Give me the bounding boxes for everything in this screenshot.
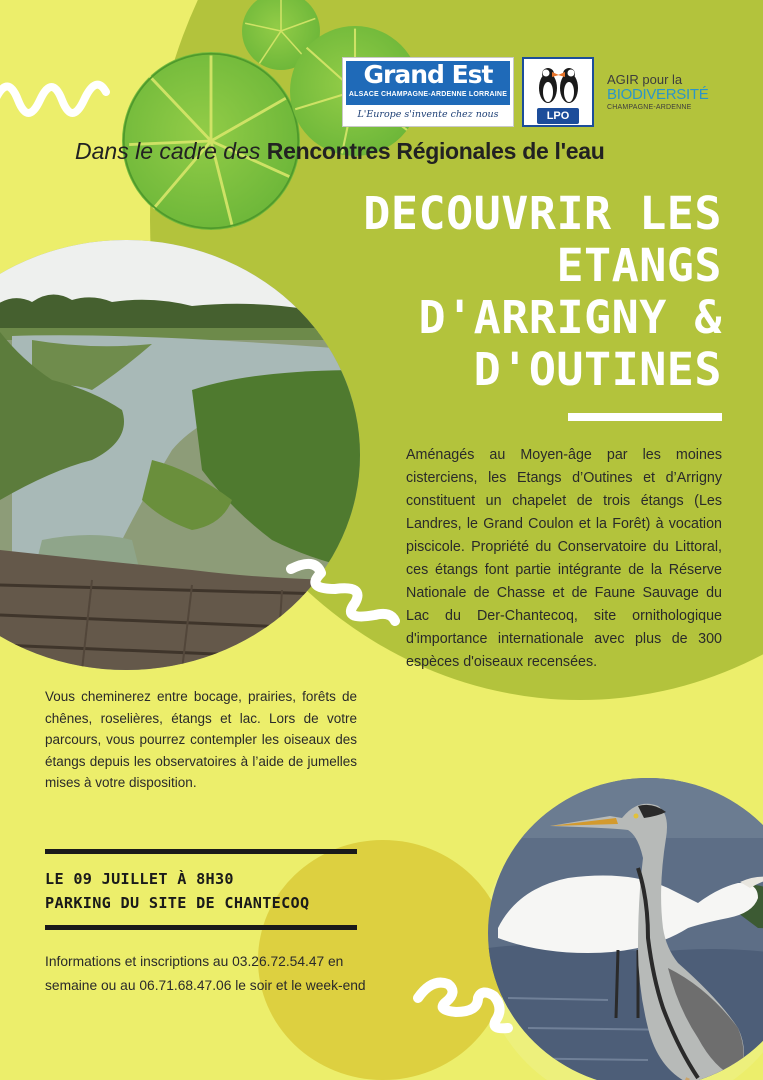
contact-info-line-2: semaine ou au 06.71.68.47.06 le soir et le week-end — [45, 978, 366, 993]
zigzag-wave-icon — [0, 70, 124, 130]
title-line-4: D'OUTINES — [473, 343, 722, 396]
agir-line-2: BIODIVERSITÉ — [607, 86, 709, 103]
agir-line-1: AGIR pour la — [607, 72, 683, 87]
puffin-icon — [528, 62, 588, 106]
grand-est-name: Grand Est — [363, 60, 493, 89]
title-line-2: ETANGS — [556, 239, 722, 292]
agir-biodiversite-logo — [607, 72, 747, 113]
lpo-label: LPO — [537, 108, 579, 124]
title-underline — [568, 413, 722, 421]
contact-info-line-1: Informations et inscriptions au 03.26.72.54.47 en — [45, 954, 344, 969]
lpo-logo — [522, 57, 594, 127]
grand-est-logo — [342, 57, 514, 127]
event-rule-top — [45, 849, 357, 854]
grand-est-slogan: L'Europe s'invente chez nous — [357, 109, 499, 120]
event-location: PARKING DU SITE DE CHANTECOQ — [45, 894, 310, 912]
title-line-1: DECOUVRIR LES — [363, 187, 722, 240]
description-text: Aménagés au Moyen-âge par les moines cisterciens, les Etangs d’Outines et d’Arrigny constituent un chapelet de trois étangs (Les Landres, le Grand Coulon et la Forêt) à vocation piscicole. Propriété du Conservatoire du Littoral, ces étangs font partie intégrante de la Réserve Nationale de Chasse et de Faune Sauvage du Lac du Der-Chantecoq, site ornithologique d'importance internationale avec plus de 300 espèces d'oiseaux recensées. — [406, 447, 722, 670]
contact-info — [45, 950, 425, 998]
zigzag-wave-icon — [412, 968, 524, 1040]
grand-est-regions: ALSACE CHAMPAGNE-ARDENNE LORRAINE — [348, 91, 508, 98]
event-rule-bottom — [45, 925, 357, 930]
title-line-3: D'ARRIGNY & — [418, 291, 722, 344]
event-date: LE 09 JUILLET À 8H30 — [45, 870, 234, 888]
intro-text: Vous cheminerez entre bocage, prairies, forêts de chênes, roselières, étangs et lac. Lors de votre parcours, vous pourrez contempler les oiseaux des étangs depuis les observatoires à l’aide de jumelles mises à votre disposition. — [45, 689, 357, 790]
agir-line-3: CHAMPAGNE-ARDENNE — [607, 104, 692, 111]
context-event-name: Rencontres Régionales de l'eau — [266, 138, 605, 164]
zigzag-wave-icon — [285, 555, 400, 630]
heron-photo — [488, 778, 763, 1080]
context-prefix: Dans le cadre des — [75, 138, 261, 164]
context-line — [75, 138, 735, 165]
